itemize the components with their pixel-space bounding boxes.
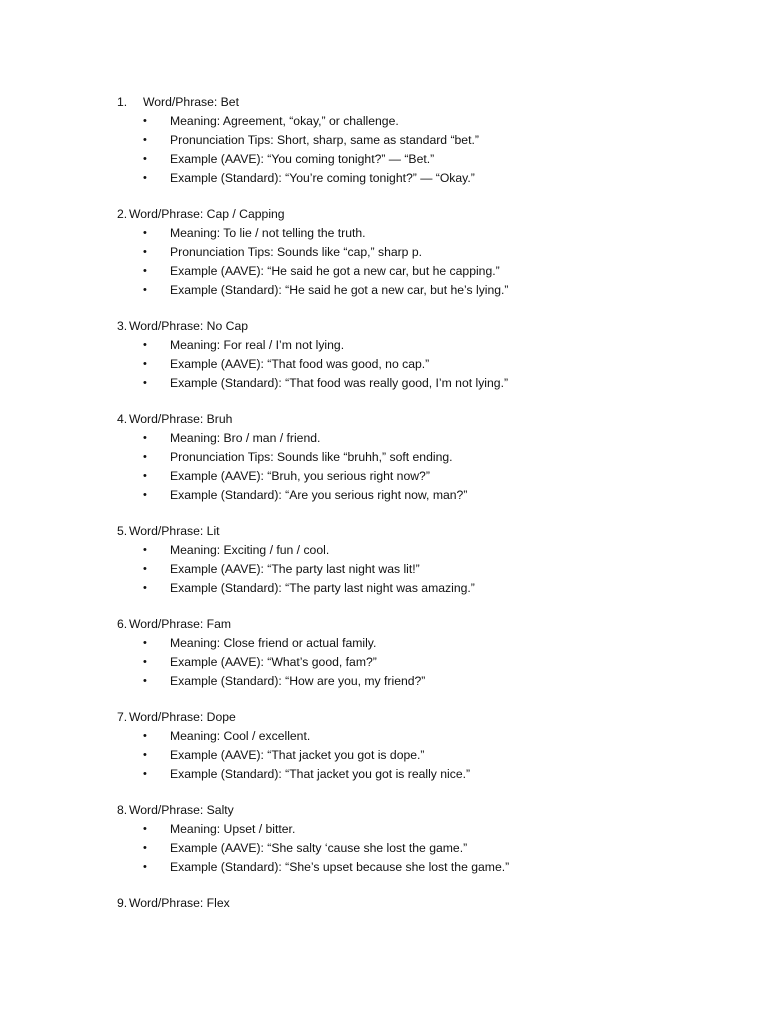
entry-bullet-list	[0, 820, 768, 877]
bullet-item	[0, 727, 768, 746]
bullet-text: Meaning: Agreement, “okay,” or challenge.	[170, 114, 399, 128]
bullet-text: Example (AAVE): “That food was good, no cap.”	[170, 357, 430, 371]
bullet-icon: •	[143, 172, 147, 184]
entry-title: Word/Phrase: Lit	[129, 524, 220, 538]
bullet-icon: •	[143, 749, 147, 761]
bullet-icon: •	[143, 377, 147, 389]
bullet-text: Meaning: Close friend or actual family.	[170, 636, 377, 650]
bullet-icon: •	[143, 339, 147, 351]
bullet-item	[0, 374, 768, 393]
entry-title: Word/Phrase: Bruh	[129, 412, 233, 426]
bullet-text: Example (AAVE): “She salty ‘cause she lost the game.”	[170, 841, 468, 855]
entry-title: Word/Phrase: Flex	[129, 896, 230, 910]
bullet-text: Meaning: Bro / man / friend.	[170, 431, 321, 445]
bullet-item	[0, 262, 768, 281]
bullet-item	[0, 131, 768, 150]
bullet-item	[0, 429, 768, 448]
bullet-icon: •	[143, 451, 147, 463]
bullet-text: Example (Standard): “You’re coming tonight?” — “Okay.”	[170, 171, 475, 185]
bullet-text: Example (AAVE): “You coming tonight?” — “Bet.”	[170, 152, 435, 166]
entry-bullet-list	[0, 727, 768, 784]
bullet-icon: •	[143, 284, 147, 296]
entry-bullet-list	[0, 634, 768, 691]
entry-heading	[0, 708, 768, 727]
bullet-item	[0, 634, 768, 653]
bullet-item	[0, 541, 768, 560]
bullet-item	[0, 672, 768, 691]
word-entry-no-cap	[0, 317, 768, 393]
bullet-item	[0, 448, 768, 467]
bullet-text: Example (AAVE): “The party last night was lit!”	[170, 562, 420, 576]
bullet-icon: •	[143, 489, 147, 501]
bullet-text: Meaning: Cool / excellent.	[170, 729, 311, 743]
document-page	[0, 93, 768, 930]
bullet-icon: •	[143, 115, 147, 127]
entry-number: 6.	[117, 617, 128, 631]
entry-bullet-list	[0, 336, 768, 393]
bullet-item	[0, 579, 768, 598]
entry-heading	[0, 894, 768, 913]
entry-number: 7.	[117, 710, 128, 724]
bullet-icon: •	[143, 265, 147, 277]
bullet-text: Meaning: For real / I’m not lying.	[170, 338, 345, 352]
entry-heading	[0, 93, 768, 112]
bullet-icon: •	[143, 470, 147, 482]
word-entry-flex	[0, 894, 768, 913]
bullet-text: Meaning: Exciting / fun / cool.	[170, 543, 330, 557]
entry-title: Word/Phrase: Dope	[129, 710, 236, 724]
bullet-text: Example (AAVE): “That jacket you got is dope.”	[170, 748, 425, 762]
bullet-icon: •	[143, 675, 147, 687]
entry-title: Word/Phrase: Fam	[129, 617, 232, 631]
bullet-icon: •	[143, 730, 147, 742]
bullet-text: Example (Standard): “That jacket you got is really nice.”	[170, 767, 471, 781]
bullet-text: Example (Standard): “He said he got a new car, but he’s lying.”	[170, 283, 509, 297]
bullet-item	[0, 336, 768, 355]
bullet-text: Example (AAVE): “Bruh, you serious right now?”	[170, 469, 430, 483]
bullet-icon: •	[143, 544, 147, 556]
entry-heading	[0, 801, 768, 820]
bullet-icon: •	[143, 637, 147, 649]
bullet-icon: •	[143, 582, 147, 594]
bullet-item	[0, 486, 768, 505]
bullet-item	[0, 467, 768, 486]
entry-number: 2.	[117, 207, 128, 221]
entry-number: 1.	[117, 95, 128, 109]
bullet-text: Pronunciation Tips: Sounds like “bruhh,” soft ending.	[170, 450, 453, 464]
word-entry-salty	[0, 801, 768, 877]
bullet-icon: •	[143, 768, 147, 780]
bullet-item	[0, 820, 768, 839]
bullet-icon: •	[143, 134, 147, 146]
entry-heading	[0, 615, 768, 634]
entry-number: 8.	[117, 803, 128, 817]
bullet-text: Example (Standard): “That food was really good, I’m not lying.”	[170, 376, 509, 390]
bullet-item	[0, 839, 768, 858]
bullet-item	[0, 560, 768, 579]
bullet-text: Example (Standard): “How are you, my friend?”	[170, 674, 426, 688]
bullet-text: Example (Standard): “The party last night was amazing.”	[170, 581, 475, 595]
entry-number: 3.	[117, 319, 128, 333]
entry-heading	[0, 317, 768, 336]
bullet-icon: •	[143, 227, 147, 239]
bullet-icon: •	[143, 358, 147, 370]
bullet-text: Meaning: To lie / not telling the truth.	[170, 226, 366, 240]
word-entry-lit	[0, 522, 768, 598]
bullet-text: Example (Standard): “Are you serious right now, man?”	[170, 488, 468, 502]
entry-title: Word/Phrase: Cap / Capping	[129, 207, 285, 221]
bullet-item	[0, 169, 768, 188]
entry-title: Word/Phrase: No Cap	[129, 319, 248, 333]
word-entry-fam	[0, 615, 768, 691]
entry-number: 5.	[117, 524, 128, 538]
bullet-text: Example (AAVE): “He said he got a new car, but he capping.”	[170, 264, 500, 278]
word-entry-dope	[0, 708, 768, 784]
entry-number: 4.	[117, 412, 128, 426]
bullet-item	[0, 355, 768, 374]
bullet-item	[0, 150, 768, 169]
word-entry-cap	[0, 205, 768, 300]
bullet-icon: •	[143, 246, 147, 258]
bullet-item	[0, 224, 768, 243]
bullet-text: Example (AAVE): “What’s good, fam?”	[170, 655, 377, 669]
bullet-icon: •	[143, 153, 147, 165]
bullet-item	[0, 653, 768, 672]
bullet-text: Meaning: Upset / bitter.	[170, 822, 296, 836]
bullet-text: Pronunciation Tips: Sounds like “cap,” sharp p.	[170, 245, 423, 259]
entry-heading	[0, 205, 768, 224]
bullet-icon: •	[143, 656, 147, 668]
bullet-icon: •	[143, 432, 147, 444]
entry-title: Word/Phrase: Salty	[129, 803, 234, 817]
bullet-icon: •	[143, 861, 147, 873]
entry-bullet-list	[0, 429, 768, 505]
bullet-text: Pronunciation Tips: Short, sharp, same as standard “bet.”	[170, 133, 479, 147]
bullet-icon: •	[143, 563, 147, 575]
bullet-icon: •	[143, 823, 147, 835]
bullet-item	[0, 765, 768, 784]
entry-heading	[0, 410, 768, 429]
entry-title: Word/Phrase: Bet	[143, 95, 239, 109]
bullet-item	[0, 746, 768, 765]
bullet-item	[0, 243, 768, 262]
word-entry-bet	[0, 93, 768, 188]
entry-number: 9.	[117, 896, 128, 910]
bullet-text: Example (Standard): “She’s upset because she lost the game.”	[170, 860, 510, 874]
bullet-icon: •	[143, 842, 147, 854]
bullet-item	[0, 281, 768, 300]
entry-bullet-list	[0, 224, 768, 300]
entry-bullet-list	[0, 541, 768, 598]
entry-bullet-list	[0, 112, 768, 188]
bullet-item	[0, 858, 768, 877]
word-entry-bruh	[0, 410, 768, 505]
bullet-item	[0, 112, 768, 131]
entry-heading	[0, 522, 768, 541]
